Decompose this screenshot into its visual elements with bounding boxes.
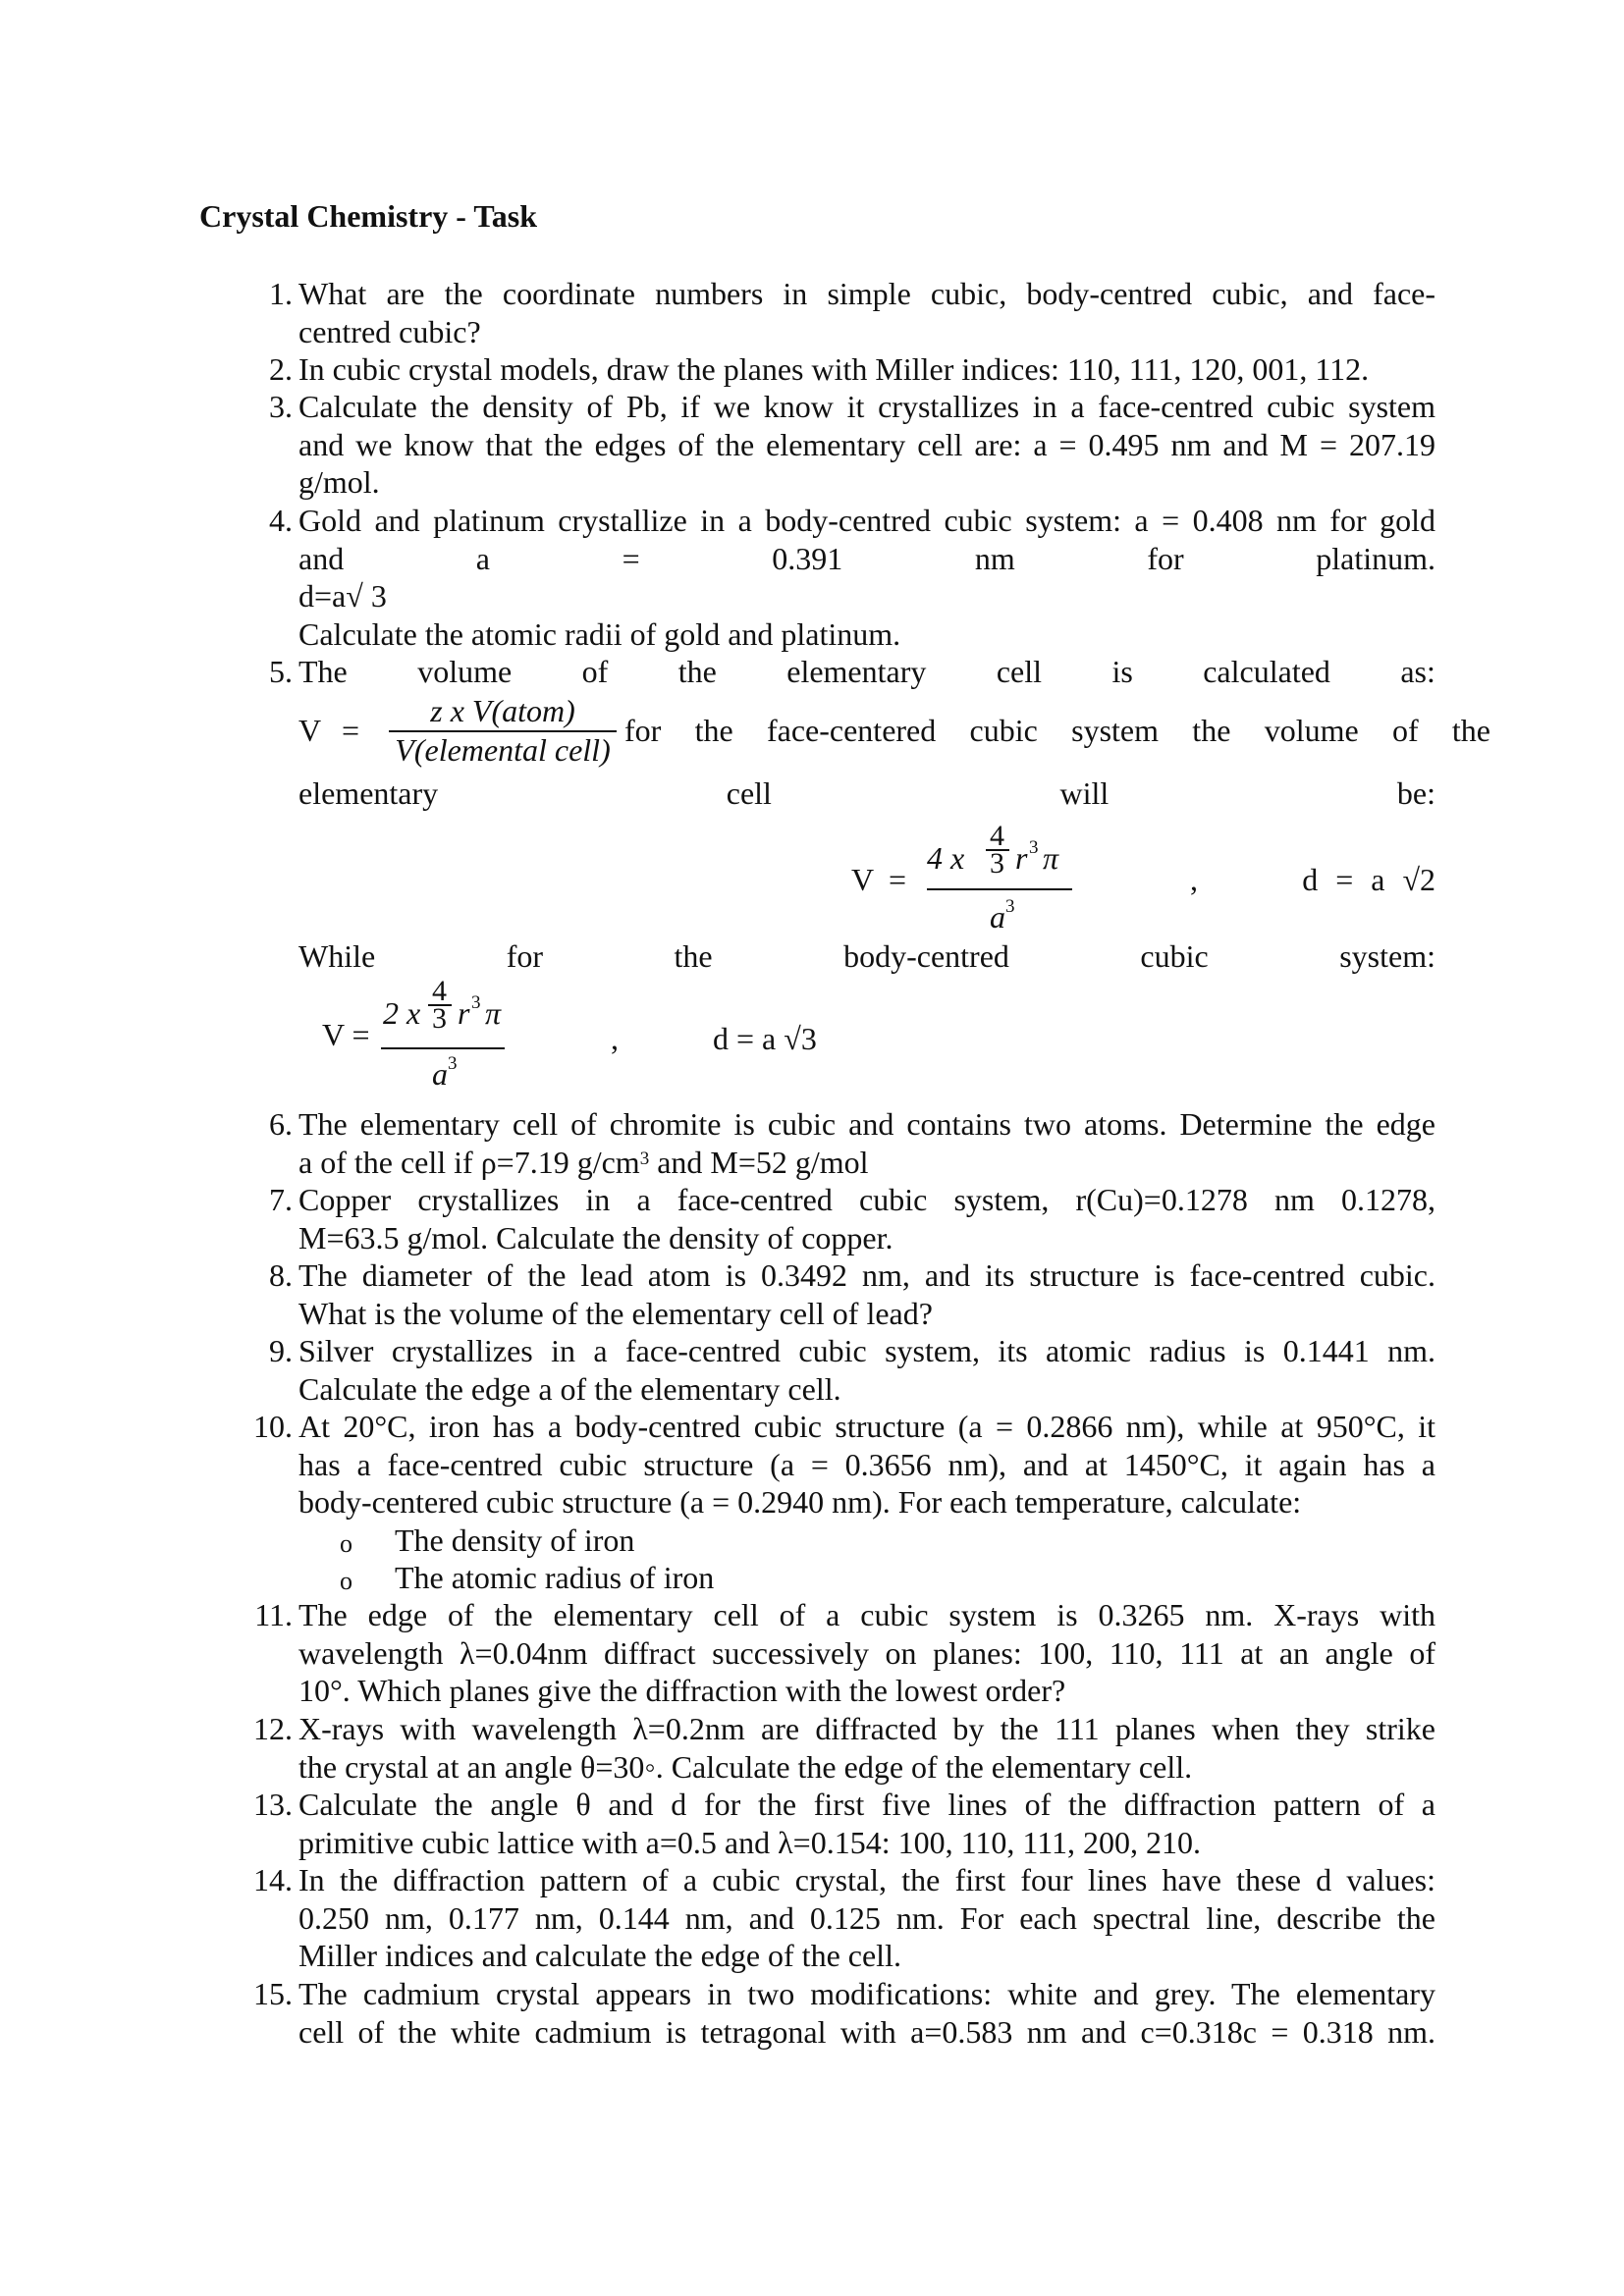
item-number: 9. <box>269 1333 293 1368</box>
item-number: 15. <box>253 1976 293 2011</box>
fcc-denominator-power: 3 <box>1005 896 1015 917</box>
item-line: In cubic crystal models, draw the planes with Miller indices: 110, 111, 120, 001, 112. <box>298 351 1370 387</box>
fcc-d-relation: d = a √2 <box>1302 862 1435 897</box>
fcc-inner-fraction-num: 4 <box>990 820 1004 852</box>
word: 0.391 <box>772 540 843 576</box>
item-number: 4. <box>269 503 293 538</box>
item-line: What is the volume of the elementary cell of lead? <box>298 1295 933 1331</box>
item-line: g/mol. <box>298 464 380 500</box>
word: = <box>622 540 640 576</box>
fcc-pi: π <box>1043 840 1059 876</box>
fcc-r: r <box>1015 840 1028 876</box>
item-line: M=63.5 g/mol. Calculate the density of copper. <box>298 1219 893 1255</box>
formula-numerator: z x V(atom) <box>389 692 617 732</box>
item-number: 13. <box>253 1787 293 1822</box>
formula-equals: = <box>889 862 907 897</box>
item-number: 2. <box>269 351 293 387</box>
page-title: Crystal Chemistry - Task <box>199 198 538 234</box>
word: cell <box>996 654 1042 689</box>
item-number: 8. <box>269 1257 293 1293</box>
item-line: d=a√ 3 <box>298 578 387 614</box>
word: of <box>581 654 609 689</box>
word: elementary <box>786 654 927 689</box>
formula-denominator: V(elemental cell) <box>395 732 611 768</box>
bullet-item <box>298 1559 1435 1597</box>
item-line: Calculate the edge a of the elementary cell. <box>298 1370 841 1407</box>
fcc-r-power: 3 <box>1029 837 1039 858</box>
item-line: the crystal at an angle θ=30◦. Calculate the edge of the elementary cell. <box>298 1748 1193 1785</box>
fcc-numerator-prefix: 4 x <box>927 840 965 876</box>
item-number: 7. <box>269 1182 293 1217</box>
justified-line <box>298 774 1435 813</box>
word: The <box>298 654 348 689</box>
bullet-icon: o <box>340 1567 352 1595</box>
item-line: Calculate the density of Pb, if we know it crystallizes in a face-centred cubic system <box>298 389 1435 424</box>
fcc-main-fraction-bar <box>927 888 1072 890</box>
item-number: 6. <box>269 1106 293 1142</box>
text-segment: and M=52 g/mol <box>649 1144 869 1180</box>
fcc-denominator-a: a <box>990 899 1005 934</box>
item-line: centred cubic? <box>298 313 481 349</box>
word: cubic <box>1140 938 1209 974</box>
bcc-inner-fraction-num: 4 <box>432 975 447 1007</box>
item-line: At 20°C, iron has a body-centred cubic structure (a = 0.2866 nm), while at 950°C, it <box>298 1409 1435 1444</box>
item-line: 10°. Which planes give the diffraction with the lowest order? <box>298 1673 1066 1708</box>
word: calculated <box>1203 654 1330 689</box>
item-line: has a face-centred cubic structure (a = 0.3656 nm), and at 1450°C, it again has a <box>298 1446 1435 1482</box>
word: elementary <box>298 775 439 811</box>
item-line: Copper crystallizes in a face-centred cubic system, r(Cu)=0.1278 nm 0.1278, <box>298 1182 1435 1217</box>
bcc-main-fraction-bar <box>381 1047 505 1049</box>
bullet-text: The atomic radius of iron <box>395 1560 715 1595</box>
word: cell <box>726 775 772 811</box>
item-line: Calculate the angle θ and d for the first five lines of the diffraction pattern of a <box>298 1787 1435 1822</box>
word: is <box>1111 654 1133 689</box>
item-line: wavelength λ=0.04nm diffract successively on planes: 100, 110, 111 at an angle of <box>298 1634 1435 1671</box>
fcc-comma: , <box>1190 862 1198 897</box>
item-line: Gold and platinum crystallize in a body-centred cubic system: a = 0.408 nm for gold <box>298 503 1435 538</box>
bullet-icon: o <box>340 1528 352 1558</box>
item-line: 0.250 nm, 0.177 nm, 0.144 nm, and 0.125 nm. For each spectral line, describe the <box>298 1899 1435 1936</box>
word: will <box>1059 775 1110 811</box>
item-line: Calculate the atomic radii of gold and platinum. <box>298 615 901 652</box>
item-line: body-centered cubic structure (a = 0.2940 nm). For each temperature, calculate: <box>298 1484 1302 1520</box>
bcc-inner-fraction-den: 3 <box>432 1002 447 1035</box>
item-number: 11. <box>254 1597 293 1632</box>
word: a <box>475 540 490 576</box>
justified-line <box>298 653 1435 691</box>
formula-v-symbol: V = <box>322 1017 370 1052</box>
item-line-with-superscript <box>298 1144 1435 1182</box>
item-line: X-rays with wavelength λ=0.2nm are diffracted by the 111 planes when they strike <box>298 1711 1435 1746</box>
bullet-text: The density of iron <box>395 1522 635 1558</box>
item-number: 10. <box>253 1409 293 1444</box>
word: body-centred <box>843 938 1009 974</box>
word: platinum. <box>1316 540 1435 576</box>
justified-line <box>298 540 1435 578</box>
formula-v-symbol: V <box>298 713 322 748</box>
word: the <box>677 654 717 689</box>
word: for <box>506 938 543 974</box>
item-line: cell of the white cadmium is tetragonal with a=0.583 nm and c=0.318c = 0.318 nm. <box>298 2013 1435 2050</box>
bcc-denominator-a: a <box>432 1056 448 1092</box>
item-line: What are the coordinate numbers in simple cubic, body-centred cubic, and face- <box>298 276 1435 311</box>
bcc-numerator-prefix: 2 x <box>383 995 421 1031</box>
item-number: 1. <box>269 276 293 311</box>
item-number: 12. <box>253 1711 293 1746</box>
item-line: The cadmium crystal appears in two modifications: white and grey. The elementary <box>298 1976 1435 2011</box>
bcc-d-relation: d = a √3 <box>713 1021 817 1056</box>
bcc-comma: , <box>611 1021 619 1056</box>
bcc-r-power: 3 <box>471 992 481 1013</box>
bcc-denominator-power: 3 <box>448 1053 458 1074</box>
item-line: Miller indices and calculate the edge of the cell. <box>298 1938 901 1973</box>
word: as: <box>1400 654 1435 689</box>
word: nm <box>974 540 1015 576</box>
item-number: 3. <box>269 389 293 424</box>
item-number: 14. <box>253 1862 293 1897</box>
justified-line <box>298 937 1435 976</box>
formula-equals: = <box>342 713 360 748</box>
word: While <box>298 938 376 974</box>
item-line: primitive cubic lattice with a=0.5 and λ=0.154: 100, 110, 111, 200, 210. <box>298 1824 1202 1860</box>
word: for <box>1147 540 1184 576</box>
item-line: Silver crystallizes in a face-centred cubic system, its atomic radius is 0.1441 nm. <box>298 1333 1435 1368</box>
fcc-inner-fraction-den: 3 <box>990 847 1004 880</box>
word: the <box>674 938 713 974</box>
item-line: In the diffraction pattern of a cubic crystal, the first four lines have these d values: <box>298 1862 1435 1897</box>
word: system: <box>1339 938 1435 974</box>
bullet-item <box>298 1522 1435 1560</box>
word: and <box>298 540 345 576</box>
formula-trailing-text: for the face-centered cubic system the volume of the <box>624 713 1490 748</box>
item-line: The diameter of the lead atom is 0.3492 nm, and its structure is face-centred cubic. <box>298 1257 1435 1293</box>
word: be: <box>1396 775 1435 811</box>
bcc-r: r <box>458 995 470 1031</box>
item-number: 5. <box>269 654 293 689</box>
word: volume <box>417 654 513 689</box>
text-segment: a of the cell if ρ=7.19 g/cm <box>298 1144 640 1180</box>
item-line: The edge of the elementary cell of a cubic system is 0.3265 nm. X-rays with <box>298 1597 1435 1632</box>
list-item <box>244 653 1490 1099</box>
bcc-pi: π <box>485 995 502 1031</box>
item-line: and we know that the edges of the elementary cell are: a = 0.495 nm and M = 207.19 <box>298 426 1435 462</box>
superscript: 3 <box>639 1148 650 1169</box>
formula-v-symbol: V <box>851 862 875 897</box>
item-line: The elementary cell of chromite is cubic and contains two atoms. Determine the edge <box>298 1106 1435 1142</box>
